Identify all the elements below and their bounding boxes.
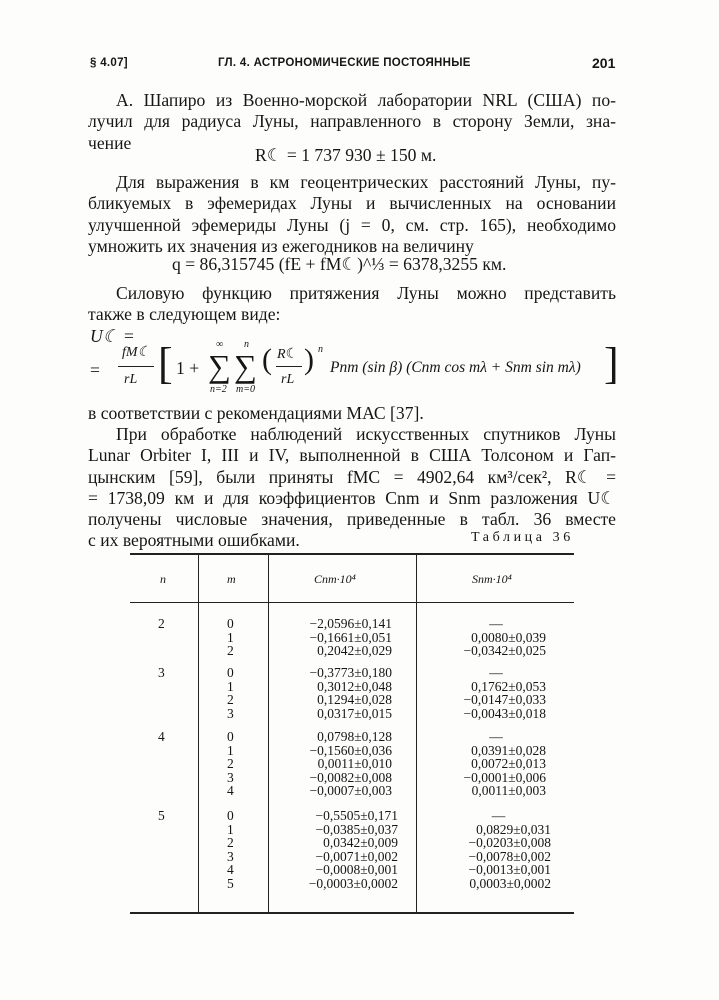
sum1-sigma: ∑ xyxy=(208,348,231,384)
page-number: 201 xyxy=(592,55,616,71)
column-divider xyxy=(198,553,199,913)
text-line: При обработке наблюдений искусственных спутников Луны xyxy=(116,424,616,444)
text-line: А. Шапиро из Военно-морской лаборатории NRL (США) по- xyxy=(116,90,616,110)
paren-open: ( xyxy=(262,343,272,376)
text-line: = 1738,09 км и для коэффициентов Cnm и Snm разложения U☾ xyxy=(88,487,616,508)
paragraph-3 xyxy=(88,283,616,326)
text-line: также в следующем виде: xyxy=(88,304,281,325)
text-line: цынским [59], были приняты fMС = 4902,64 км³/сек², R☾ = xyxy=(88,466,616,487)
table-cell-m: 0 1 2 xyxy=(227,616,234,659)
equation-q: q = 86,315745 (fE + fM☾)^⅓ = 6378,3255 км. xyxy=(172,254,507,274)
sum2-upper: n xyxy=(244,339,249,350)
paragraph-4 xyxy=(88,403,616,424)
equals-sign: = xyxy=(90,360,100,380)
table-cell-cnm: −2,0596±0,141 −0,1661±0,051 0,2042±0,029 xyxy=(309,616,392,659)
text-line: улучшенной эфемериды Луны (j = 0, см. стр. 165), необходимо xyxy=(88,214,616,235)
table-cell-m: 0 1 2 3 4 5 xyxy=(227,808,234,891)
table-cell-cnm: 0,0798±0,128 −0,1560±0,036 0,0011±0,010 −0,0082±0,008 −0,0007±0,003 xyxy=(309,729,392,799)
text-line: чение xyxy=(88,132,132,153)
equation-lhs: U☾ = xyxy=(90,326,135,346)
text-line: получены числовые значения, приведенные в табл. 36 вместе xyxy=(88,509,616,530)
table-cell-n: 2 xyxy=(158,616,165,631)
text-line: Для выражения в км геоцентрических расстояний Луны, пу- xyxy=(116,172,616,192)
text-line: бликуемых в эфемеридах Луны и вычисленных на основании xyxy=(88,193,616,214)
column-header-n: n xyxy=(160,572,166,586)
fraction-bar xyxy=(118,366,154,367)
chapter-title: ГЛ. 4. АСТРОНОМИЧЕСКИЕ ПОСТОЯННЫЕ xyxy=(218,57,471,69)
text-line: в соответствии с рекомендациями МАС [37]. xyxy=(88,403,424,423)
table-cell-n: 5 xyxy=(158,808,165,823)
right-bracket: ] xyxy=(604,339,619,388)
table-top-rule xyxy=(130,553,574,555)
fraction-numerator: fM☾ xyxy=(121,345,151,360)
sum2-sigma: ∑ xyxy=(234,348,257,384)
equation-moon-radius: R☾ = 1 737 930 ± 150 м. xyxy=(255,145,437,165)
term-one: 1 + xyxy=(176,358,200,378)
ratio-bar xyxy=(276,366,302,367)
sum1-upper: ∞ xyxy=(216,339,224,350)
table-cell-m: 0 1 2 3 xyxy=(227,665,234,721)
text-line: умножить их значения из ежегодников на величину xyxy=(88,235,474,256)
ratio-denominator: rL xyxy=(281,372,295,387)
table-caption: Таблица 36 xyxy=(471,530,574,545)
section-ref: § 4.07] xyxy=(90,57,128,69)
table-cell-snm: — 0,0391±0,028 0,0072±0,013 −0,0001±0,006 0,0011±0,003 xyxy=(463,729,546,799)
ratio-numerator: R☾ xyxy=(277,347,299,362)
text-line: лучил для радиуса Луны, направленного в сторону Земли, зна- xyxy=(88,111,616,132)
left-bracket: [ xyxy=(158,339,173,388)
table-bottom-rule xyxy=(130,912,574,914)
table-cell-n: 4 xyxy=(158,729,165,744)
table-cell-cnm: −0,3773±0,180 0,3012±0,048 0,1294±0,028 0,0317±0,015 xyxy=(309,665,392,721)
table-cell-cnm: −0,5505±0,171 −0,0385±0,037 0,0342±0,009 −0,0071±0,002 −0,0008±0,001 −0,0003±0,0002 xyxy=(308,808,398,891)
table-cell-snm: — 0,0080±0,039 −0,0342±0,025 xyxy=(463,616,546,659)
fraction-denominator: rL xyxy=(124,372,138,387)
power-n: n xyxy=(318,344,323,355)
table-cell-snm: — 0,0829±0,031 −0,0203±0,008 −0,0078±0,002 −0,0013±0,001 0,0003±0,0002 xyxy=(468,808,551,891)
column-header-m: m xyxy=(227,572,236,586)
paren-close: ) xyxy=(304,343,314,376)
paragraph-2 xyxy=(88,172,616,257)
text-line: Lunar Orbiter I, III и IV, выполненной в США Толсоном и Гап- xyxy=(88,445,616,466)
sum2-lower: m=0 xyxy=(236,384,255,395)
legendre-term: Pnm (sin β) (Cnm cos mλ + Snm sin mλ) xyxy=(330,359,581,376)
text-line: с их вероятными ошибками. xyxy=(88,530,300,551)
table-cell-n: 3 xyxy=(158,665,165,680)
text-line: Силовую функцию притяжения Луны можно представить xyxy=(116,283,616,303)
column-header-cnm: Cnm·10⁴ xyxy=(314,572,356,586)
column-header-snm: Snm·10⁴ xyxy=(472,572,512,586)
table-header-rule xyxy=(130,602,574,603)
table-cell-snm: — 0,1762±0,053 −0,0147±0,033 −0,0043±0,018 xyxy=(463,665,546,721)
table-cell-m: 0 1 2 3 4 xyxy=(227,729,234,799)
sum1-lower: n=2 xyxy=(210,384,227,395)
